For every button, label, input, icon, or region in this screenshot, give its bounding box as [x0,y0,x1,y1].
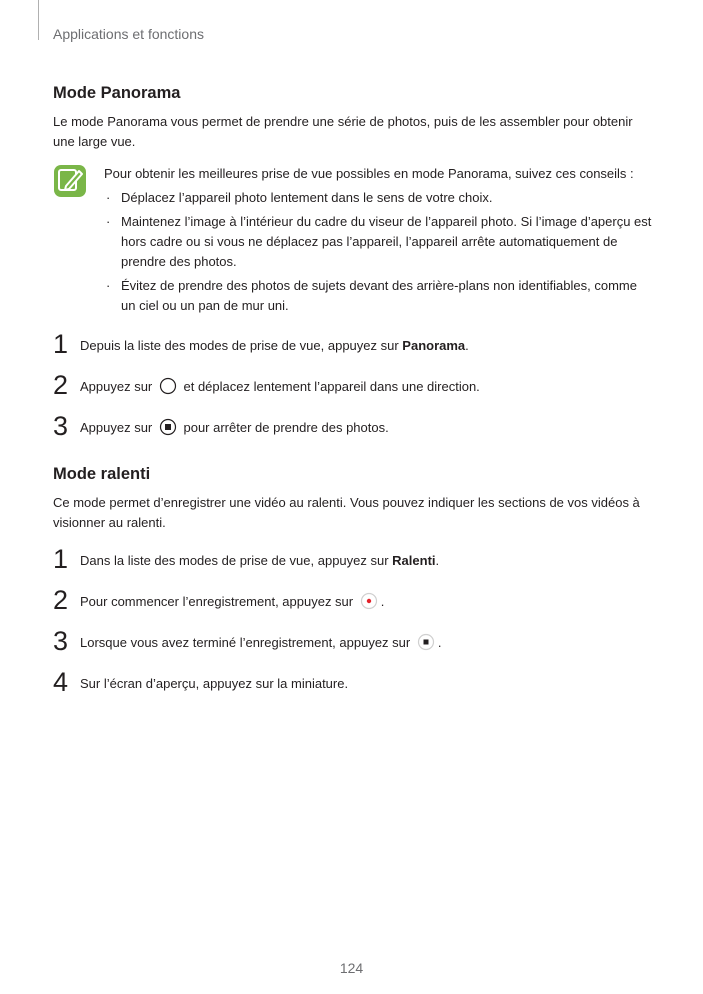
ralenti-step-1: 1 Dans la liste des modes de prise de vue, appuyez sur Ralenti. [53,544,440,574]
ralenti-step-2: 2 Pour commencer l’enregistrement, appuyez sur . [53,585,385,615]
ralenti-heading: Mode ralenti [53,465,151,483]
note-bullet: · Maintenez l’image à l’intérieur du cadre du viseur de l’appareil photo. Si l’image d’aperçu est hors cadre ou si vous ne déplacez pas l’appareil, l’appareil arrête automatiquement de prendre des photos. [106,214,652,269]
step-number: 1 [53,329,69,359]
step-number: 3 [53,626,69,656]
step-number: 2 [53,370,69,400]
note-bullet-list [104,188,653,316]
stop-button-icon [159,418,177,436]
panorama-steps [53,329,653,457]
note-pencil-icon [53,164,87,198]
ralenti-step-3: 3 Lorsque vous avez terminé l’enregistrement, appuyez sur . [53,626,442,656]
step-number: 1 [53,544,69,574]
step-number: 2 [53,585,69,615]
shutter-button-icon [159,377,177,395]
ralenti-intro: Ce mode permet d’enregistrer une vidéo au ralenti. Vous pouvez indiquer les sections de vos vidéos à visionner au ralenti. [53,495,640,530]
panorama-step-1: 1 Depuis la liste des modes de prise de vue, appuyez sur Panorama. [53,329,469,359]
panorama-heading: Mode Panorama [53,84,181,102]
stop-recording-icon [417,633,435,651]
page-content [53,84,653,713]
margin-rule [38,0,39,40]
note-bullet: · Déplacez l’appareil photo lentement dans le sens de votre choix. [106,190,493,205]
step-number: 3 [53,411,69,441]
section-header: Applications et fonctions [53,26,204,42]
panorama-note [53,164,653,316]
panorama-step-2: 2 Appuyez sur et déplacez lentement l’appareil dans une direction. [53,370,480,400]
panorama-intro: Le mode Panorama vous permet de prendre une série de photos, puis de les assembler pour obtenir une large vue. [53,114,633,149]
panorama-step-3: 3 Appuyez sur pour arrêter de prendre des photos. [53,411,389,441]
page-number: 124 [339,960,364,976]
mode-name: Ralenti [392,553,436,568]
mode-name: Panorama [402,338,466,353]
note-intro: Pour obtenir les meilleures prise de vue possibles en mode Panorama, suivez ces conseils : [104,166,634,181]
ralenti-step-4: 4 Sur l’écran d’aperçu, appuyez sur la miniature. [53,667,349,697]
note-bullet: · Évitez de prendre des photos de sujets devant des arrière-plans non identifiables, comme un ciel ou un pan de mur uni. [106,278,637,313]
ralenti-steps [53,544,653,713]
step-number: 4 [53,667,69,697]
record-button-icon [360,592,378,610]
